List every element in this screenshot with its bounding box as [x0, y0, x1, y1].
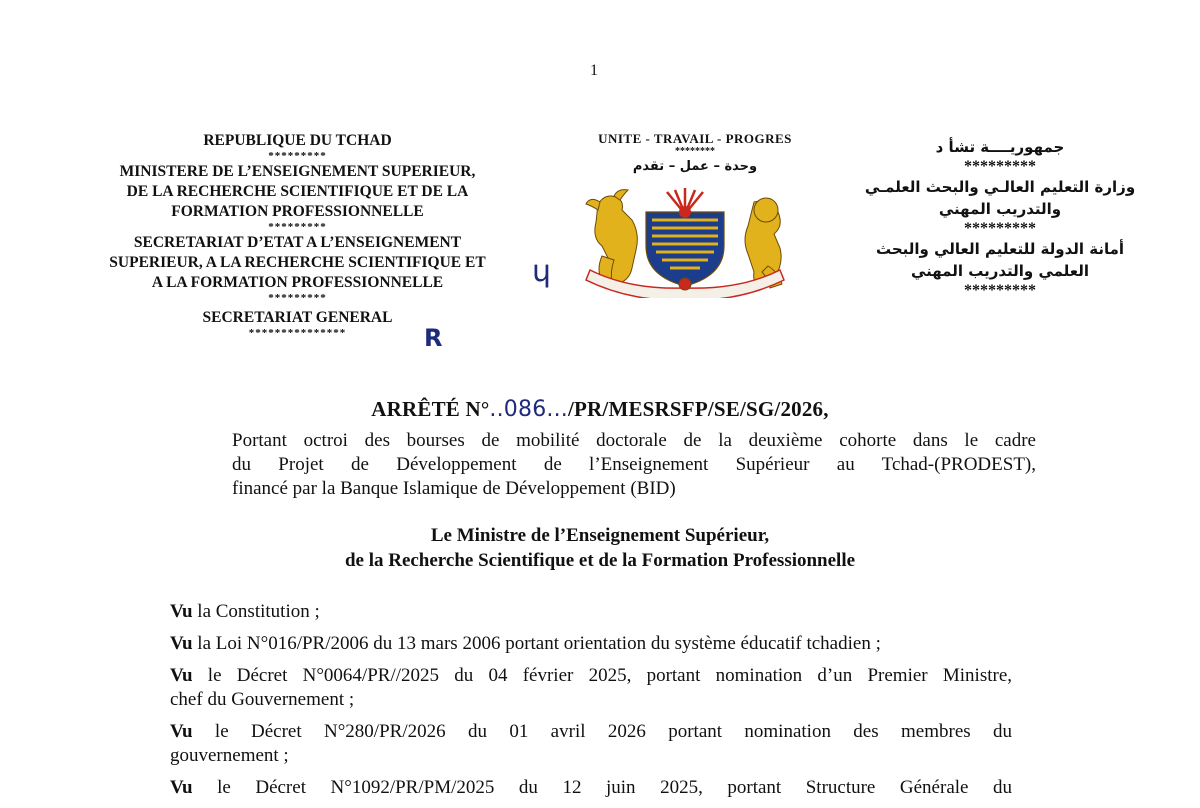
arrete-title	[0, 397, 1200, 422]
subtitle-line: du Projet de Développement de l’Enseignement Supérieur au Tchad-(PRODEST),	[232, 454, 1036, 475]
separator-stars: *********	[964, 158, 1036, 175]
secretariat-line: SUPERIEUR, A LA RECHERCHE SCIENTIFIQUE ET	[109, 254, 486, 271]
vu-clause-text: le Décret N°1092/PR/PM/2025 du 12 juin 2025, portant Structure Générale du	[217, 777, 1013, 798]
vu-keyword: Vu	[170, 601, 193, 622]
ministry-line-arabic: والتدريب المهني	[938, 200, 1062, 218]
page-number: 1	[590, 62, 598, 79]
vu-clauses	[170, 600, 1012, 808]
secretariat-line: A LA FORMATION PROFESSIONNELLE	[151, 274, 444, 291]
ministry-line: MINISTERE DE L’ENSEIGNEMENT SUPERIEUR,	[119, 163, 476, 180]
vu-clause-text: chef du Gouvernement ;	[170, 689, 355, 710]
right-header	[830, 136, 1170, 300]
secretariat-line: SECRETARIAT D’ETAT A L’ENSEIGNEMENT	[133, 234, 462, 251]
vu-keyword: Vu	[170, 721, 193, 742]
ministry-line: FORMATION PROFESSIONNELLE	[171, 203, 424, 220]
left-header	[60, 131, 535, 339]
arrete-prefix: ARRÊTÉ N°	[371, 397, 490, 421]
vu-clause	[170, 664, 1012, 712]
vu-keyword: Vu	[170, 665, 193, 686]
vu-clause	[170, 632, 1012, 656]
separator-stars: *********	[964, 220, 1036, 237]
separator-stars: *********	[268, 150, 327, 162]
separator-stars: *********	[268, 221, 327, 233]
motto-arabic: وحدة – عمل – تقدم	[632, 159, 758, 174]
secretariat-line-arabic: العلمي والتدريب المهني	[910, 262, 1090, 280]
vu-clause-text: le Décret N°280/PR/2026 du 01 avril 2026 portant nomination des membres du	[214, 721, 1013, 742]
minister-heading	[0, 523, 1200, 573]
vu-keyword: Vu	[170, 633, 193, 654]
vu-clause	[170, 720, 1012, 768]
handwritten-initial: R	[424, 324, 443, 352]
subtitle-line: financé par la Banque Islamique de Développement (BID)	[232, 478, 676, 499]
motto-french: UNITE - TRAVAIL - PROGRES	[598, 131, 792, 146]
separator-stars: ***************	[248, 327, 347, 339]
ministry-line-arabic: وزارة التعليم العالـي والبحث العلمـي	[864, 178, 1136, 196]
arrete-subtitle	[232, 429, 1036, 501]
separator-stars: ********	[675, 146, 715, 157]
vu-clause	[170, 600, 1012, 624]
subtitle-line: Portant octroi des bourses de mobilité doctorale de la deuxième cohorte dans le cadre	[232, 430, 1036, 451]
vu-clause	[170, 776, 1012, 800]
republic-label: REPUBLIQUE DU TCHAD	[203, 132, 392, 149]
secretariat-general: SECRETARIAT GENERAL	[202, 309, 393, 326]
vu-keyword: Vu	[170, 777, 193, 798]
separator-stars: *********	[964, 282, 1036, 299]
vu-clause-text: le Décret N°0064/PR//2025 du 04 février 2025, portant nomination d’un Premier Ministre,	[207, 665, 1013, 686]
arrete-suffix: /PR/MESRSFP/SE/SG/2026,	[567, 397, 829, 421]
vu-clause-text: la Constitution ;	[197, 601, 320, 622]
vu-clause-text: la Loi N°016/PR/2006 du 13 mars 2006 portant orientation du système éducatif tchadien ;	[197, 633, 881, 654]
minister-line: Le Ministre de l’Enseignement Supérieur,	[430, 525, 770, 546]
coat-of-arms-icon	[578, 186, 793, 298]
secretariat-line-arabic: أمانة الدولة للتعليم العالي والبحث	[875, 240, 1125, 258]
center-header	[560, 131, 830, 174]
republic-label-arabic: جمهوريــــة تشأ د	[935, 138, 1065, 156]
handwritten-arrete-number: ..086...	[489, 397, 568, 422]
separator-stars: *********	[268, 292, 327, 304]
ministry-line: DE LA RECHERCHE SCIENTIFIQUE ET DE LA	[126, 183, 469, 200]
vu-clause-text: gouvernement ;	[170, 745, 289, 766]
minister-line: de la Recherche Scientifique et de la Formation Professionnelle	[344, 550, 856, 571]
handwritten-initial: ɥ	[532, 254, 552, 289]
